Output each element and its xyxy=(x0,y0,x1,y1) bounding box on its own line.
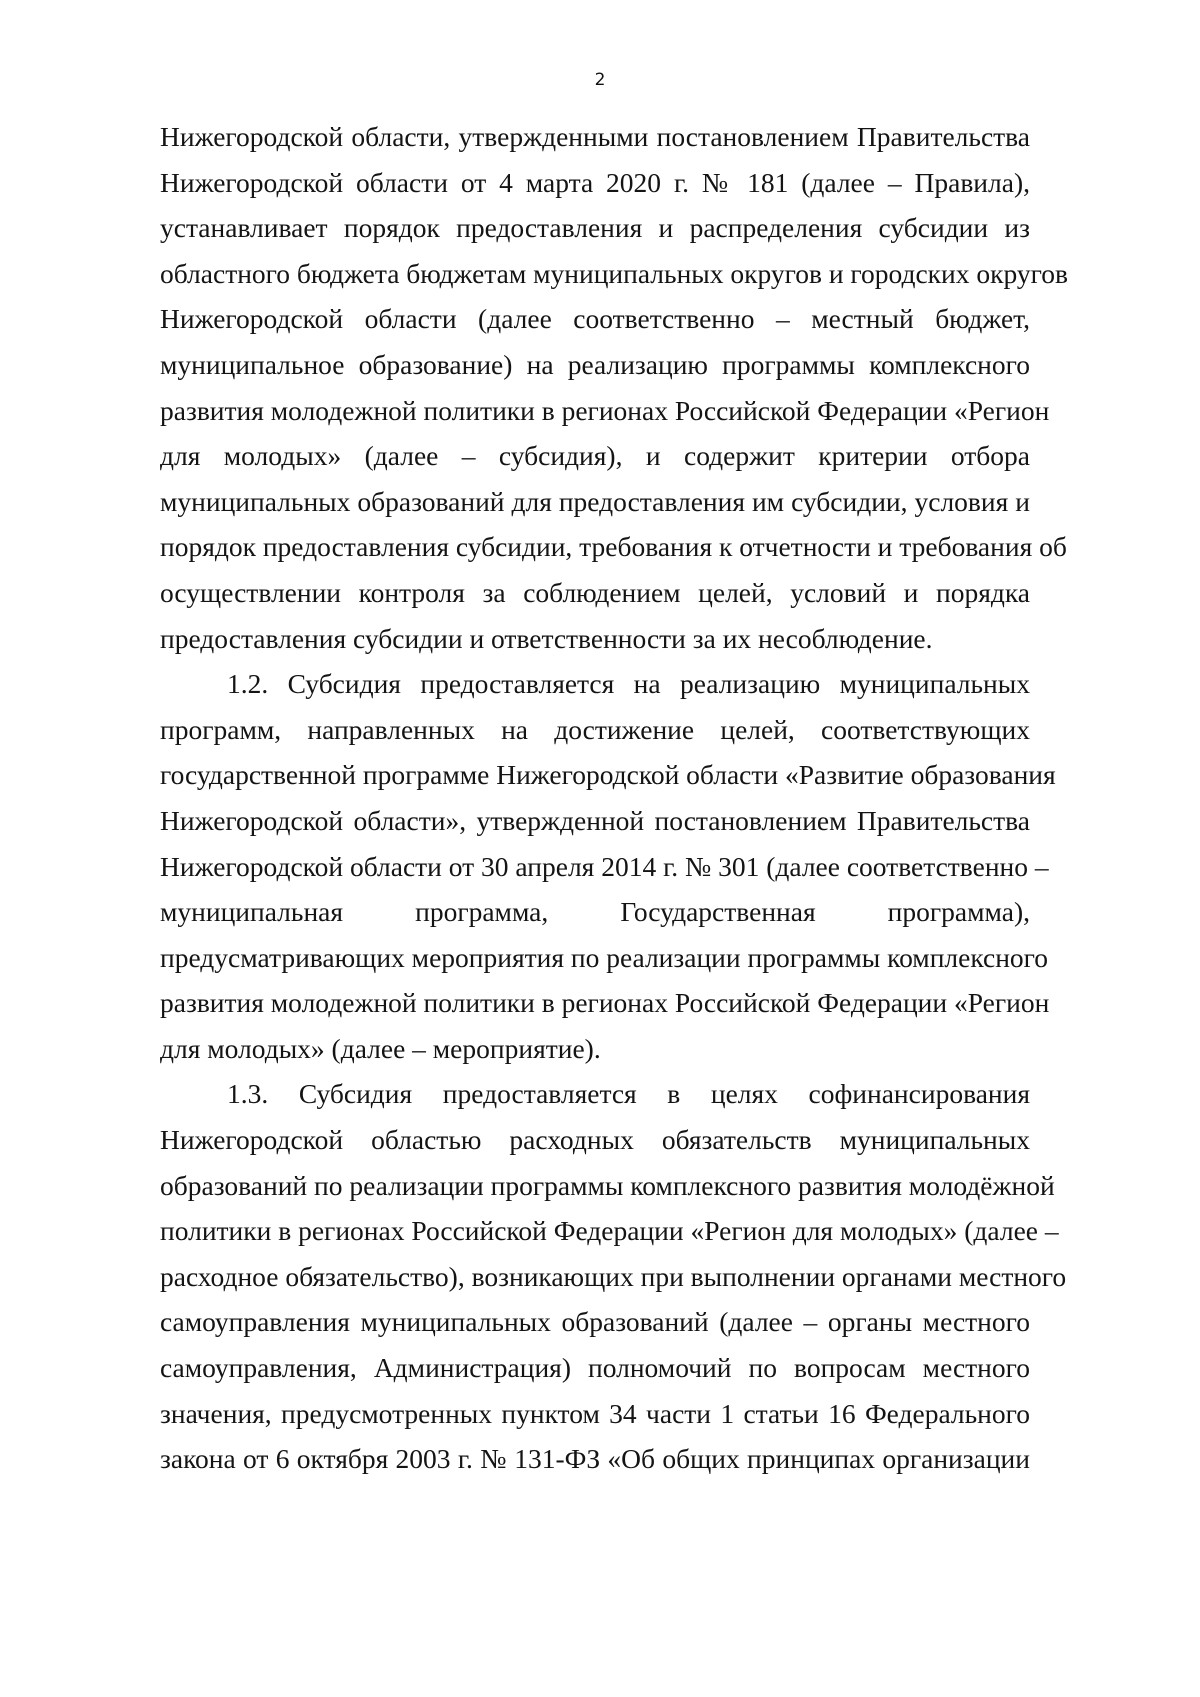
paragraph-1-1-continued xyxy=(160,114,1068,661)
text-line: Нижегородской области, утвержденными постановлением Правительства xyxy=(160,121,1030,152)
text-line: расходное обязательство), возникающих при выполнении органами местного xyxy=(160,1260,1067,1292)
text-line: самоуправления, Администрация) полномочий по вопросам местного xyxy=(160,1352,1030,1384)
text-line: муниципальное образование) на реализацию программы комплексного xyxy=(160,348,1030,380)
text-line: порядок предоставления субсидии, требования к отчетности и требования об xyxy=(160,531,1067,563)
text-line: значения, предусмотренных пунктом 34 части 1 статьи 16 Федерального xyxy=(160,1397,1030,1429)
text-line: Нижегородской области (далее соответственно – местный бюджет, xyxy=(160,303,1030,335)
text-line: 1.3. Субсидия предоставляется в целях софинансирования xyxy=(227,1078,1030,1110)
text-line: Нижегородской областью расходных обязательств муниципальных xyxy=(160,1124,1030,1156)
text-line: муниципальных образований для предоставления им субсидии, условия и xyxy=(160,485,1030,517)
text-line: образований по реализации программы комплексного развития молодёжной xyxy=(160,1169,1055,1201)
document-body xyxy=(160,114,1068,1482)
text-line: областного бюджета бюджетам муниципальных округов и городских округов xyxy=(160,257,1068,289)
text-line: самоуправления муниципальных образований (далее – органы местного xyxy=(160,1306,1030,1338)
text-line: развития молодежной политики в регионах Российской Федерации «Регион xyxy=(160,394,1050,426)
text-line: осуществлении контроля за соблюдением целей, условий и порядка xyxy=(160,576,1030,608)
text-line: политики в регионах Российской Федерации «Регион для молодых» (далее – xyxy=(160,1215,1059,1247)
text-line: развития молодежной политики в регионах Российской Федерации «Регион xyxy=(160,987,1050,1019)
text-line: предусматривающих мероприятия по реализации программы комплексного xyxy=(160,941,1049,973)
paragraph-1-2 xyxy=(160,661,1056,1071)
text-line: программ, направленных на достижение целей, соответствующих xyxy=(160,713,1030,745)
text-line: закона от 6 октября 2003 г. № 131-ФЗ «Об общих принципах организации xyxy=(160,1443,1030,1475)
text-line: устанавливает порядок предоставления и распределения субсидии из xyxy=(160,212,1030,244)
text-line: муниципальная программа, Государственная программа), xyxy=(160,896,1030,928)
text-line: Нижегородской области от 4 марта 2020 г. № 181 (далее – Правила), xyxy=(160,166,1030,198)
text-line: государственной программе Нижегородской области «Развитие образования xyxy=(160,759,1056,791)
page-number: 2 xyxy=(594,70,606,90)
text-line: 1.2. Субсидия предоставляется на реализацию муниципальных xyxy=(227,668,1030,700)
text-line: предоставления субсидии и ответственности за их несоблюдение. xyxy=(160,622,933,654)
paragraph-1-3 xyxy=(160,1071,1067,1481)
text-line: для молодых» (далее – мероприятие). xyxy=(160,1032,601,1064)
text-line: Нижегородской области от 30 апреля 2014 г. № 301 (далее соответственно – xyxy=(160,850,1049,882)
text-line: для молодых» (далее – субсидия), и содержит критерии отбора xyxy=(160,440,1030,472)
text-line: Нижегородской области», утвержденной постановлением Правительства xyxy=(160,804,1030,836)
